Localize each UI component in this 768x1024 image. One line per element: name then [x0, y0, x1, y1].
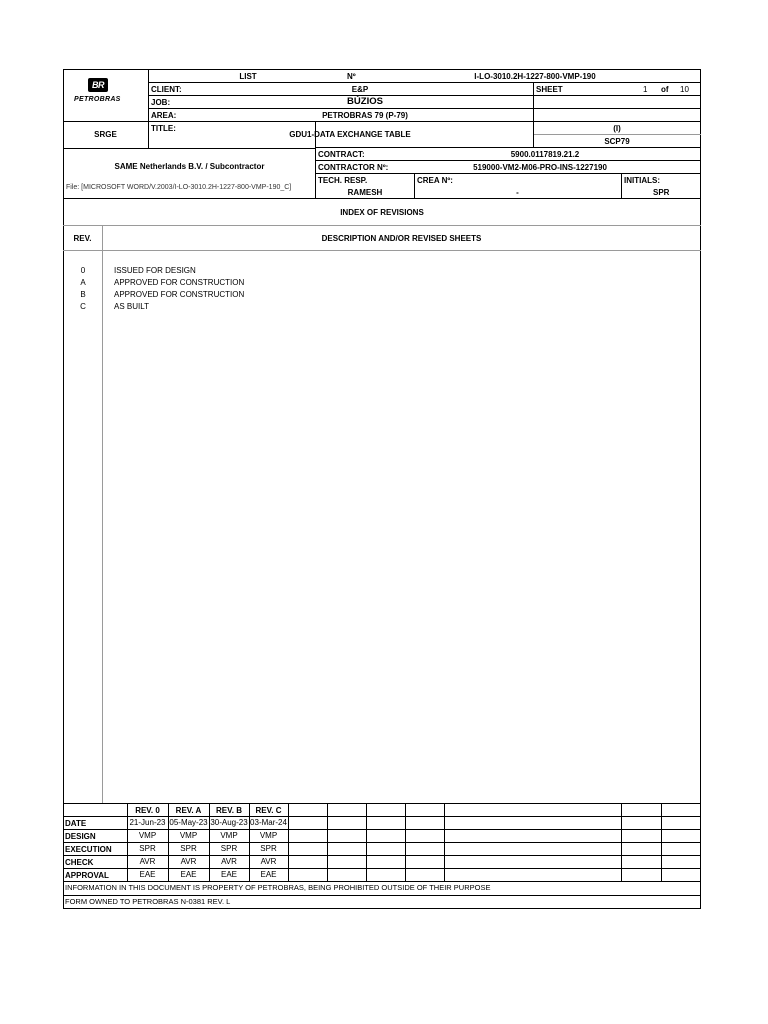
- classification: (I): [613, 124, 621, 133]
- revision-description: APPROVED FOR CONSTRUCTION: [114, 290, 245, 299]
- revision-code: A: [80, 278, 86, 287]
- scp-code: SCP79: [604, 137, 630, 146]
- contract-label: CONTRACT:: [318, 150, 365, 159]
- table-cell: SPR: [260, 844, 277, 853]
- revision-description: AS BUILT: [114, 302, 149, 311]
- table-cell: SPR: [139, 844, 156, 853]
- area-value: PETROBRAS 79 (P-79): [322, 111, 408, 120]
- client-label: CLIENT:: [151, 85, 182, 94]
- revision-description: ISSUED FOR DESIGN: [114, 266, 196, 275]
- date-row-label: DATE: [65, 819, 87, 828]
- rev-column-header: REV.: [73, 234, 92, 243]
- number-label: Nº: [347, 72, 356, 81]
- table-cell: VMP: [138, 831, 157, 840]
- contract-value: 5900.0117819.21.2: [510, 150, 580, 159]
- job-label: JOB:: [151, 98, 171, 107]
- crea-label: CREA Nº:: [417, 176, 453, 185]
- file-path: File: [MICROSOFT WORD/V.2003/I-LO-3010.2H-1227-800-VMP-190_C]: [66, 184, 292, 191]
- table-cell: SPR: [220, 844, 238, 853]
- property-notice: INFORMATION IN THIS DOCUMENT IS PROPERTY OF PETROBRAS, BEING PROHIBITED OUTSIDE OF THEIR PURPOSE: [65, 883, 491, 892]
- document-number: I-LO-3010.2H-1227-800-VMP-190: [474, 72, 596, 81]
- rev-a-column-header: REV. A: [175, 806, 202, 815]
- rev-b-column-header: REV. B: [216, 806, 242, 815]
- sheet-current: 1: [643, 85, 648, 94]
- contractor-name: SAME Netherlands B.V. / Subcontractor: [114, 162, 265, 171]
- revision-code: 0: [80, 266, 86, 275]
- title-label: TITLE:: [151, 124, 176, 133]
- list-label: LIST: [239, 72, 257, 81]
- logo-wordmark: PETROBRAS: [74, 96, 121, 103]
- table-cell: EAE: [139, 870, 156, 879]
- table-cell: AVR: [260, 857, 277, 866]
- initials-label: INITIALS:: [624, 176, 660, 185]
- table-cell: SPR: [180, 844, 197, 853]
- table-cell: 05-May-23: [169, 818, 208, 827]
- sheet-label: SHEET: [536, 85, 563, 94]
- contractor-number-value: 519000-VM2-M06-PRO-INS-1227190: [473, 163, 607, 172]
- index-of-revisions-title: INDEX OF REVISIONS: [340, 208, 424, 217]
- tech-resp-label: TECH. RESP.: [318, 176, 368, 185]
- sheet-total: 10: [680, 85, 689, 94]
- check-row-label: CHECK: [65, 858, 94, 867]
- table-cell: AVR: [221, 857, 237, 866]
- table-cell: 03-Mar-24: [250, 818, 287, 827]
- table-cell: 21-Jun-23: [129, 818, 166, 827]
- rev-c-column-header: REV. C: [255, 806, 282, 815]
- design-row-label: DESIGN: [65, 832, 96, 841]
- job-value: BÚZIOS: [347, 96, 383, 107]
- table-cell: AVR: [139, 857, 156, 866]
- table-cell: VMP: [220, 831, 238, 840]
- table-cell: 30-Aug-23: [210, 818, 248, 827]
- contractor-number-label: CONTRACTOR Nº:: [318, 163, 389, 172]
- petrobras-logo: [88, 78, 108, 92]
- logo-mark: BR: [92, 80, 104, 90]
- crea-value: -: [516, 188, 519, 197]
- revision-code: C: [80, 302, 86, 311]
- table-cell: VMP: [259, 831, 278, 840]
- approval-row-label: APPROVAL: [65, 871, 109, 880]
- revision-code: B: [80, 290, 86, 299]
- srge-label: SRGE: [94, 130, 117, 139]
- table-cell: AVR: [180, 857, 197, 866]
- document-title: GDU1-DATA EXCHANGE TABLE: [289, 130, 411, 139]
- table-cell: EAE: [260, 870, 277, 879]
- rev-0-column-header: REV. 0: [135, 806, 160, 815]
- revision-description: APPROVED FOR CONSTRUCTION: [114, 278, 245, 287]
- form-notice: FORM OWNED TO PETROBRAS N-0381 REV. L: [65, 897, 231, 906]
- table-cell: EAE: [220, 870, 237, 879]
- tech-resp-value: RAMESH: [347, 188, 383, 197]
- sheet-of: of: [661, 85, 669, 94]
- area-label: AREA:: [151, 111, 177, 120]
- description-column-header: DESCRIPTION AND/OR REVISED SHEETS: [321, 234, 482, 243]
- table-cell: EAE: [180, 870, 197, 879]
- initials-value: SPR: [653, 188, 670, 197]
- execution-row-label: EXECUTION: [65, 845, 112, 854]
- table-cell: VMP: [179, 831, 198, 840]
- client-value: E&P: [351, 85, 369, 94]
